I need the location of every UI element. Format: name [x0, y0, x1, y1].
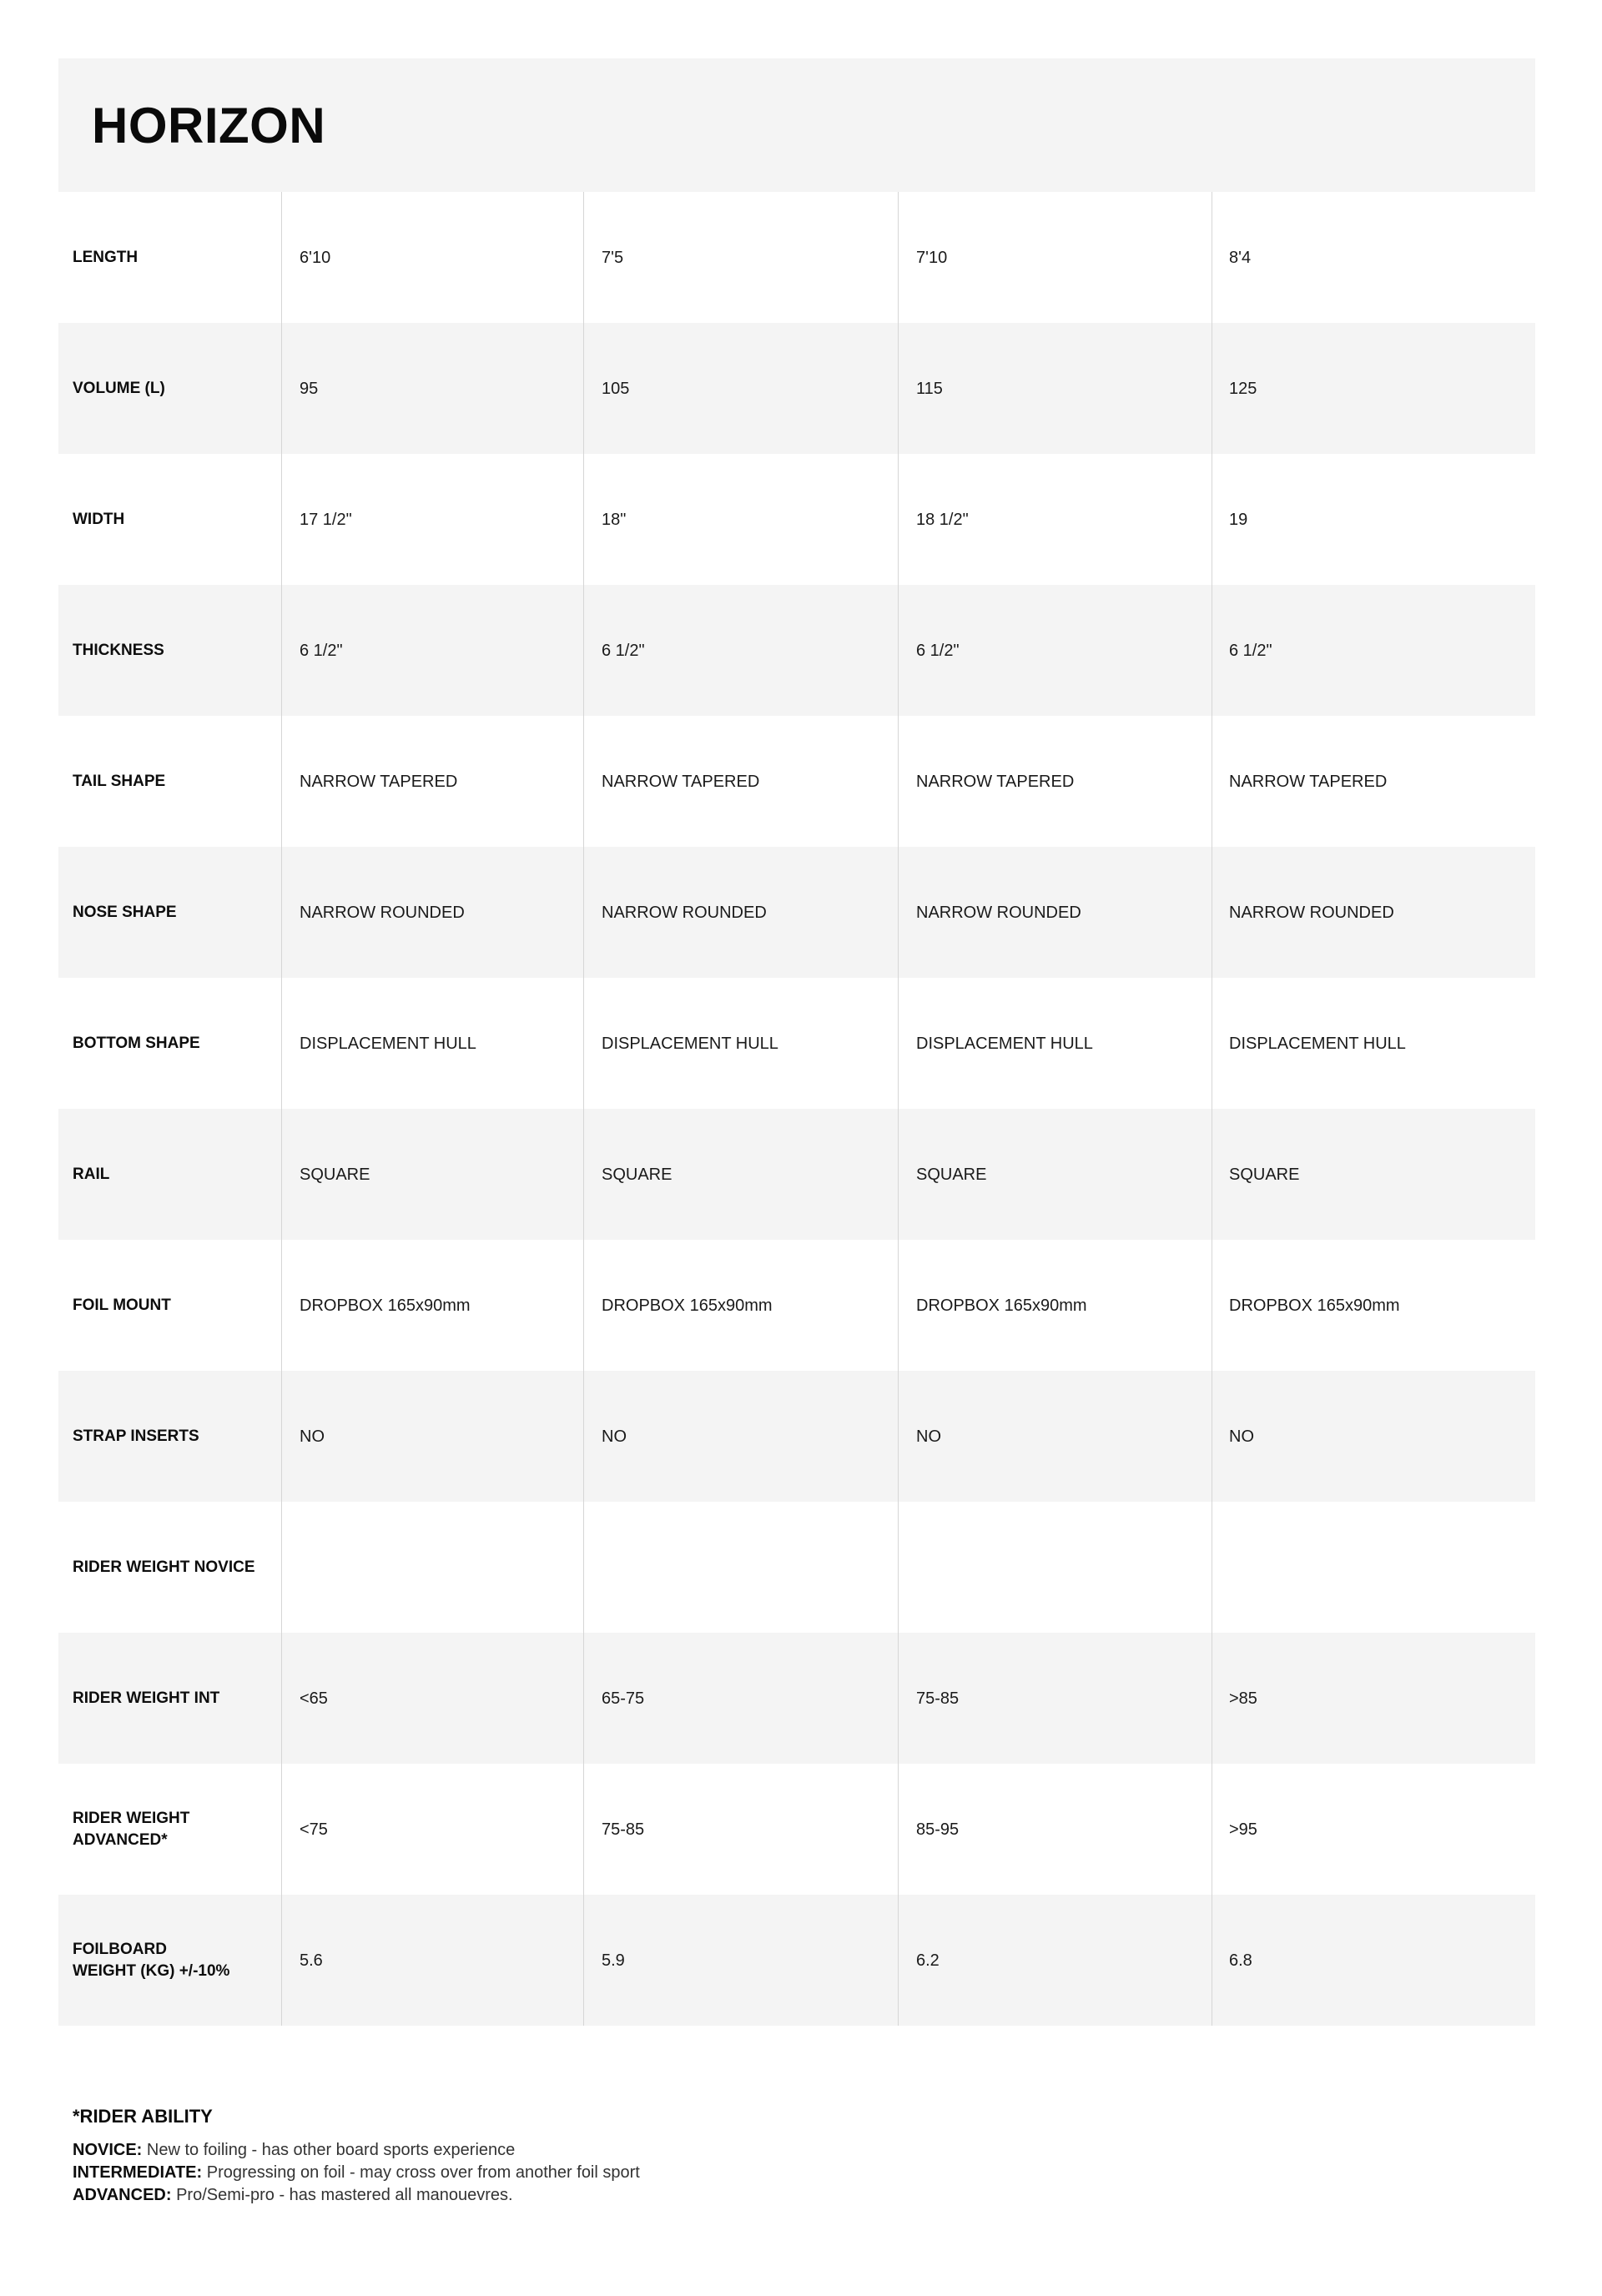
- table-cell: NARROW ROUNDED: [899, 847, 1212, 978]
- rider-ability-notes: [73, 2106, 1324, 2207]
- row-label: NOSE SHAPE: [58, 847, 282, 978]
- table-cell: [584, 1502, 899, 1633]
- table-cell: 7'5: [584, 192, 899, 323]
- table-cell: NO: [282, 1371, 584, 1502]
- table-row: [58, 847, 1535, 978]
- row-label: RIDER WEIGHT ADVANCED*: [58, 1764, 282, 1895]
- note-novice: [73, 2139, 1324, 2162]
- spec-sheet: [58, 58, 1535, 2026]
- table-row: [58, 1371, 1535, 1502]
- note-term: ADVANCED:: [73, 2186, 172, 2204]
- table-row: [58, 323, 1535, 454]
- row-label: VOLUME (L): [58, 323, 282, 454]
- table-cell: <75: [282, 1764, 584, 1895]
- table-cell: 8'4: [1229, 248, 1252, 267]
- table-cell: 7'10: [899, 192, 1212, 323]
- table-cell: 75-85: [584, 1764, 899, 1895]
- table-cell: 6.8: [1229, 1951, 1252, 1970]
- table-cell: NARROW TAPERED: [899, 716, 1212, 847]
- table-row: [58, 192, 1535, 323]
- table-cell: 18 1/2": [899, 454, 1212, 585]
- table-cell: 6 1/2": [584, 585, 899, 716]
- table-cell: 19: [1229, 510, 1248, 529]
- table-cell: NARROW ROUNDED: [584, 847, 899, 978]
- note-advanced: [73, 2184, 1324, 2207]
- row-label: RIDER WEIGHT INT: [58, 1633, 282, 1764]
- table-cell: SQUARE: [282, 1109, 584, 1240]
- table-cell: SQUARE: [899, 1109, 1212, 1240]
- table-cell: >95: [1229, 1820, 1257, 1839]
- note-term: INTERMEDIATE:: [73, 2163, 203, 2182]
- table-cell: 6 1/2": [899, 585, 1212, 716]
- table-cell: 6.2: [899, 1895, 1212, 2026]
- note-intermediate: [73, 2162, 1324, 2184]
- table-row: [58, 978, 1535, 1109]
- table-cell: DISPLACEMENT HULL: [584, 978, 899, 1109]
- table-cell: [282, 1502, 584, 1633]
- table-row: [58, 1109, 1535, 1240]
- row-label: RAIL: [58, 1109, 282, 1240]
- table-cell: 18": [584, 454, 899, 585]
- row-label: RIDER WEIGHT NOVICE: [58, 1502, 282, 1633]
- table-cell: 5.6: [282, 1895, 584, 2026]
- table-cell: [1212, 1502, 1535, 1633]
- note-text: New to foiling - has other board sports experience: [146, 2141, 516, 2159]
- table-cell: NARROW TAPERED: [282, 716, 584, 847]
- table-cell: 85-95: [899, 1764, 1212, 1895]
- table-cell: DISPLACEMENT HULL: [899, 978, 1212, 1109]
- table-cell: NO: [899, 1371, 1212, 1502]
- table-cell: NARROW ROUNDED: [1229, 903, 1394, 922]
- table-row: [58, 1502, 1535, 1633]
- table-row: [58, 1240, 1535, 1371]
- table-cell: NARROW TAPERED: [1229, 772, 1388, 791]
- table-cell: <65: [282, 1633, 584, 1764]
- table-row: [58, 1633, 1535, 1764]
- row-label: WIDTH: [58, 454, 282, 585]
- row-label: FOIL MOUNT: [58, 1240, 282, 1371]
- notes-heading: *RIDER ABILITY: [73, 2106, 213, 2127]
- table-cell: 65-75: [584, 1633, 899, 1764]
- table-cell: SQUARE: [584, 1109, 899, 1240]
- table-row: [58, 1895, 1535, 2026]
- table-cell: NO: [1229, 1427, 1254, 1446]
- table-row: [58, 585, 1535, 716]
- table-cell: 75-85: [899, 1633, 1212, 1764]
- page-title: HORIZON: [92, 97, 326, 154]
- table-cell: 95: [282, 323, 584, 454]
- note-term: NOVICE:: [73, 2141, 143, 2159]
- table-row: [58, 716, 1535, 847]
- table-cell: 115: [899, 323, 1212, 454]
- note-text: Progressing on foil - may cross over from another foil sport: [206, 2163, 640, 2182]
- table-cell: DROPBOX 165x90mm: [1229, 1296, 1400, 1315]
- table-cell: DROPBOX 165x90mm: [584, 1240, 899, 1371]
- table-cell: DROPBOX 165x90mm: [282, 1240, 584, 1371]
- table-cell: 105: [584, 323, 899, 454]
- title-bar: [58, 58, 1535, 192]
- table-row: [58, 454, 1535, 585]
- row-label: THICKNESS: [58, 585, 282, 716]
- table-cell: DISPLACEMENT HULL: [1229, 1034, 1406, 1053]
- table-cell: 17 1/2": [282, 454, 584, 585]
- table-cell: 125: [1229, 379, 1257, 398]
- table-cell: >85: [1229, 1689, 1257, 1708]
- row-label: FOILBOARD WEIGHT (KG) +/-10%: [58, 1895, 282, 2026]
- table-cell: 6 1/2": [282, 585, 584, 716]
- table-cell: NO: [584, 1371, 899, 1502]
- table-cell: NARROW TAPERED: [584, 716, 899, 847]
- table-row: [58, 1764, 1535, 1895]
- table-cell: 6 1/2": [1229, 641, 1272, 660]
- row-label: LENGTH: [58, 192, 282, 323]
- table-cell: SQUARE: [1229, 1165, 1300, 1184]
- table-cell: DISPLACEMENT HULL: [282, 978, 584, 1109]
- note-text: Pro/Semi-pro - has mastered all manouevres.: [176, 2186, 513, 2204]
- table-cell: 5.9: [584, 1895, 899, 2026]
- row-label: TAIL SHAPE: [58, 716, 282, 847]
- table-cell: NARROW ROUNDED: [282, 847, 584, 978]
- table-cell: 6'10: [282, 192, 584, 323]
- table-cell: DROPBOX 165x90mm: [899, 1240, 1212, 1371]
- row-label: BOTTOM SHAPE: [58, 978, 282, 1109]
- spec-table: [58, 192, 1535, 2026]
- row-label: STRAP INSERTS: [58, 1371, 282, 1502]
- table-cell: [899, 1502, 1212, 1633]
